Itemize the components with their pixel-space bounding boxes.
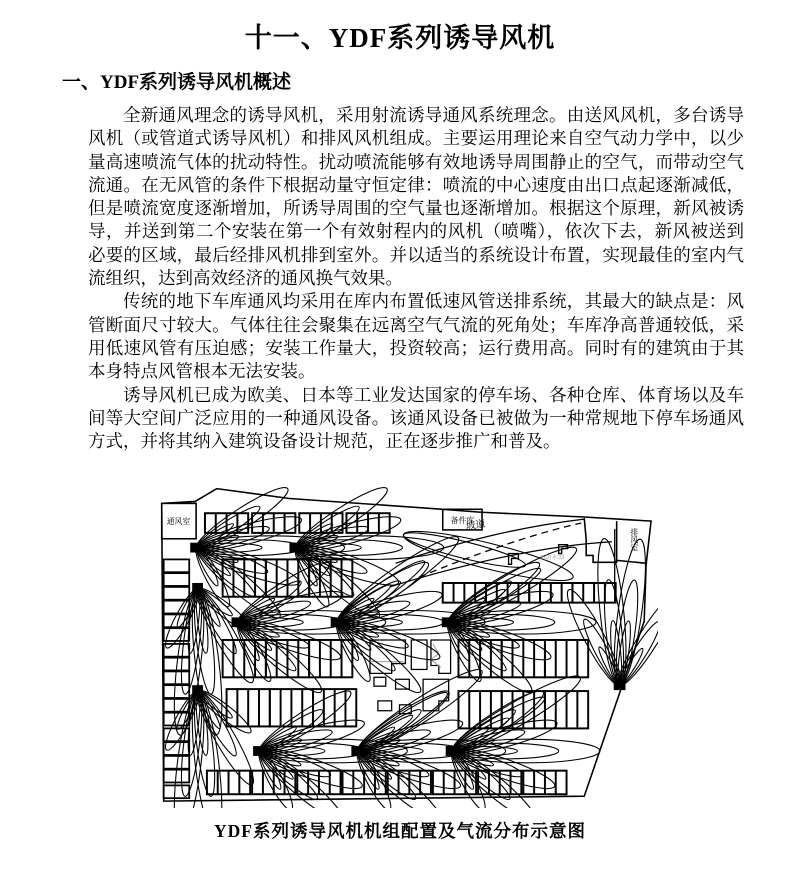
exhaust-room-wall <box>584 519 616 563</box>
page-title: 十一、YDF系列诱导风机 <box>244 23 556 53</box>
section-heading: 一、YDF系列诱导风机概述 <box>62 72 292 93</box>
spare-parts-label: 备件库 <box>450 516 475 526</box>
inner-walls <box>370 529 615 714</box>
garage-diagram-figure <box>142 469 658 843</box>
airflow-jets-layer <box>161 481 658 809</box>
paragraph-3: 诱导风机已成为欧美、日本等工业发达国家的停车场、各种仓库、体育场以及车间等大空间广泛应用的一种通风设备。该通风设备已被做为一种常规地下停车场通风方式，并将其纳入建筑设备设计规范，正在逐步推广和普及。 <box>88 384 744 452</box>
paragraph-2: 传统的地下车库通风均采用在库内布置低速风管送排系统，其最大的缺点是：风管断面尺寸较大。气体往往会聚集在远离空气气流的死角处；车库净高普通较低，采用低速风管有压迫感；安装工作量大，投资较高；运行费用高。同时有的建筑由于其本身特点风管根本无法安装。 <box>88 291 744 382</box>
paragraph-1: 全新通风理念的诱导风机，采用射流诱导通风系统理念。由送风风机，多台诱导风机（或管道式诱导风机）和排风风机组成。主要运用理论来自空气动力学中，以少量高速喷流气体的扰动特性。扰动喷流能够有效地诱导周围静止的空气，而带动空气流通。在无风管的条件下根据动量守恒定律：喷流的中心速度由出口点起逐渐减低，但是喷流宽度逐渐增加，所诱导周围的空气量也逐渐增加。根据这个原理，新风被诱导，并送到第二个安装在第一个有效射程内的风机（喷嘴），依次下去，新风被送到必要的区域，最后经排风机排到室外。并以适当的系统设计布置，实现最佳的室内气流组织，达到高效经济的通风换气效果。 <box>88 105 744 289</box>
garage-airflow-diagram <box>142 469 658 808</box>
figure-caption: YDF系列诱导风机机组配置及气流分布示意图 <box>214 821 586 842</box>
fire-pool-label: 消防水池 <box>538 554 565 563</box>
exhaust-room-label: 排风室 <box>629 528 639 553</box>
ramp-label: 坡道 <box>465 518 487 534</box>
document-page <box>0 16 800 888</box>
body-text <box>88 104 744 453</box>
vent-room-label: 通风室 <box>166 517 191 527</box>
